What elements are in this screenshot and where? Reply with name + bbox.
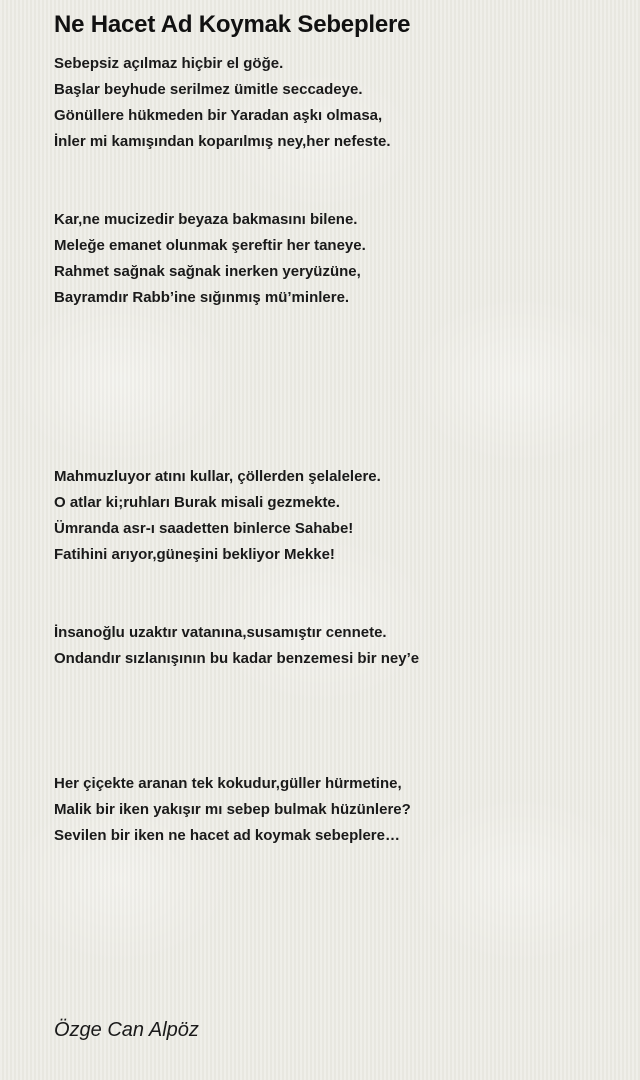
- poem-line: Sevilen bir iken ne hacet ad koymak sebeplere…: [54, 827, 400, 844]
- poem-line: Başlar beyhude serilmez ümitle seccadeye.: [54, 81, 363, 98]
- stanza-1: [54, 51, 391, 155]
- poem-line: O atlar ki;ruhları Burak misali gezmekte.: [54, 494, 340, 511]
- poem-line: Her çiçekte aranan tek kokudur,güller hürmetine,: [54, 775, 402, 792]
- poem-line: Kar,ne mucizedir beyaza bakmasını bilene.: [54, 211, 358, 228]
- poem-line: Malik bir iken yakışır mı sebep bulmak hüzünlere?: [54, 801, 411, 818]
- poem-line: Bayramdır Rabb’ine sığınmış mü’minlere.: [54, 289, 350, 306]
- stanza-3: [54, 464, 381, 568]
- poem-author: Özge Can Alpöz: [54, 1019, 199, 1041]
- poem-line: Gönüllere hükmeden bir Yaradan aşkı olmasa,: [54, 107, 383, 124]
- poem-line: Mahmuzluyor atını kullar, çöllerden şelalelere.: [54, 468, 381, 485]
- poem-line: Sebepsiz açılmaz hiçbir el göğe.: [54, 55, 284, 72]
- poem-line: Ümranda asr-ı saadetten binlerce Sahabe!: [54, 520, 354, 537]
- poem-title: Ne Hacet Ad Koymak Sebeplere: [54, 11, 411, 38]
- poem-line: Meleğe emanet olunmak şereftir her taneye.: [54, 237, 366, 254]
- stanza-4: [54, 620, 419, 672]
- poem-line: İnler mi kamışından koparılmış ney,her nefeste.: [54, 133, 391, 150]
- poem-line: Ondandır sızlanışının bu kadar benzemesi bir ney’e: [54, 650, 420, 667]
- poem-line: İnsanoğlu uzaktır vatanına,susamıştır cennete.: [54, 624, 387, 641]
- stanza-2: [54, 207, 366, 311]
- stanza-5: [54, 771, 411, 849]
- poem-line: Rahmet sağnak sağnak inerken yeryüzüne,: [54, 263, 361, 280]
- poem-line: Fatihini arıyor,güneşini bekliyor Mekke!: [54, 546, 335, 563]
